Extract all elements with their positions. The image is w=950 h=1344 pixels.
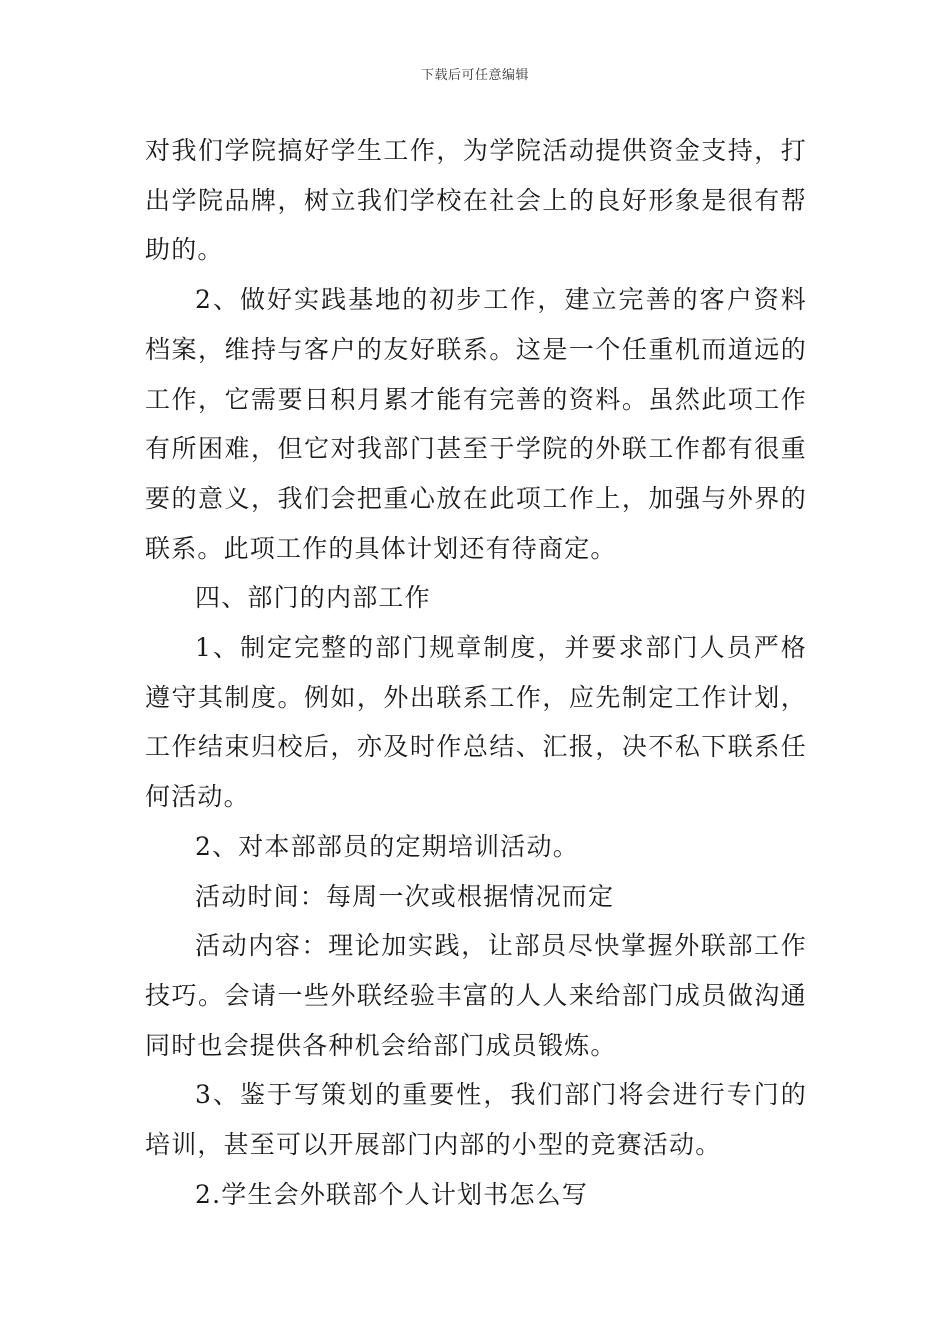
paragraph: 活动内容：理论加实践，让部员尽快掌握外联部工作技巧。会请一些外联经验丰富的人人来给部门成员做沟通同时也会提供各种机会给部门成员锻炼。: [145, 931, 807, 1060]
paragraph: 对我们学院搞好学生工作，为学院活动提供资金支持，打出学院品牌，树立我们学校在社会上的良好形象是很有帮助的。: [145, 136, 807, 265]
paragraph: 2、做好实践基地的初步工作，建立完善的客户资料档案，维持与客户的友好联系。这是一个任重机而道远的工作，它需要日积月累才能有完善的资料。虽然此项工作有所困难，但它对我部门甚至于学院的外联工作都有很重要的意义，我们会把重心放在此项工作上，加强与外界的联系。此项工作的具体计划还有待商定。: [145, 285, 807, 563]
section-heading: 四、部门的内部工作: [195, 583, 431, 613]
subsection-heading: 2.学生会外联部个人计划书怎么写: [195, 1179, 589, 1209]
paragraph: 1、制定完整的部门规章制度，并要求部门人员严格遵守其制度。例如，外出联系工作，应先制定工作计划，工作结束归校后，亦及时作总结、汇报，决不私下联系任何活动。: [145, 633, 807, 812]
paragraph: 3、鉴于写策划的重要性，我们部门将会进行专门的培训，甚至可以开展部门内部的小型的竞赛活动。: [145, 1080, 807, 1160]
paragraph: 2、对本部部员的定期培训活动。: [195, 831, 579, 861]
paragraph: 活动时间：每周一次或根据情况而定: [195, 881, 615, 911]
document-body: [145, 126, 807, 1219]
page-header: 下载后可任意编辑: [420, 68, 529, 83]
